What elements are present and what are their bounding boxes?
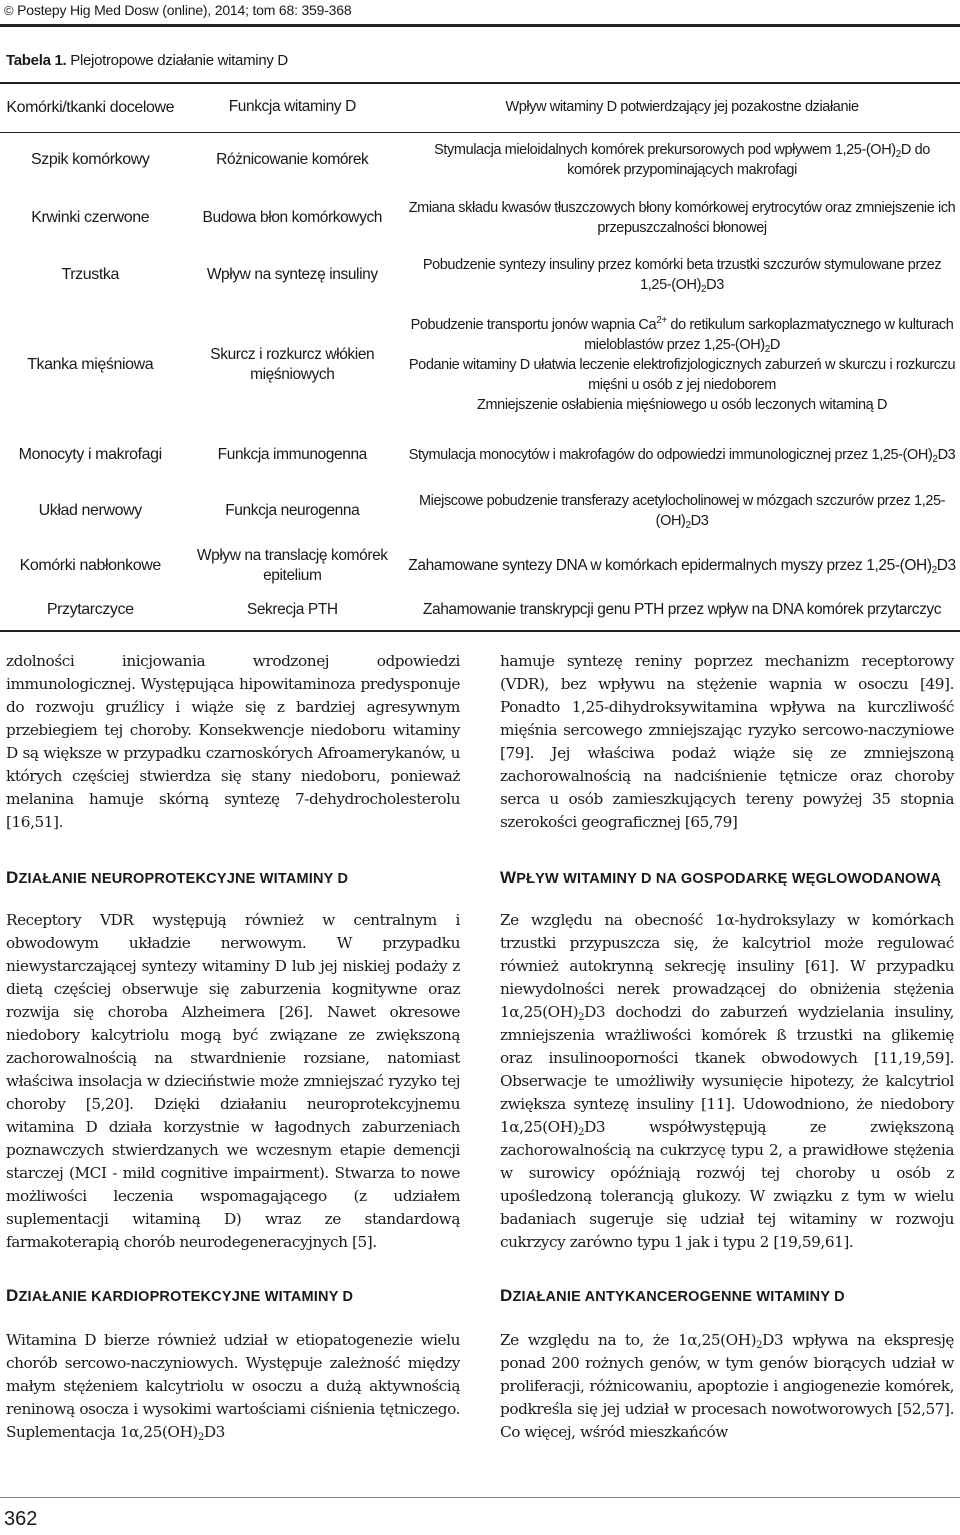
paragraph: Receptory VDR występują również w centralnym i obwodowym układzie nerwowym. W przypadku niewystarczającej syntezy witaminy D lub jej niskiej podaży z dietą częściej obserwuje się zaburzenia kognitywne oraz rozwija się choroba Alzheimera [26]. Nawet okresowe niedobory kalcytriolu mogą być związane ze zwiększoną zachorowalnością na stwardnienie rozsiane, natomiast właściwa insolacja w dzieciństwie może zmniejszać ryzyko tej choroby [5,20]. Dzięki działaniu neuroprotekcyjnemu witamina D działa korzystnie w łagodnych zaburzeniach poznawczych stwierdzanych we wczesnym etapie demencji starczej (MCI - mild cognitive impairment). Stwarza to nowe możliwości leczenia wspomagającego (z udziałem suplementacji witaminą D) wraz ze standardową farmakoterapią chorób neurodegeneracyjnych [5].	[6, 911, 460, 1251]
row-cell: Układ nerwowy	[38, 502, 142, 519]
effect-line-a: Pobudzenie transportu jonów wapnia $Ca^{2+}$ do retikulum sarkoplazmatycznego w kulturach mieloblastów przez $1,25-(OH)_2D$	[410, 315, 954, 355]
row-cell: Tkanka mięśniowa	[27, 356, 154, 373]
row-function: Budowa błon komórkowych	[202, 209, 383, 226]
row-cell: Przytarczyce	[46, 601, 134, 618]
table-bottom-rule	[0, 630, 960, 632]
row-effect: Zahamowane syntezy DNA w komórkach epidermalnych myszy przez $1,25-(OH)_2D3$	[408, 557, 956, 576]
row-effect	[404, 304, 960, 426]
table-row	[0, 538, 960, 594]
row-cell: Monocyty i makrofagi	[18, 446, 162, 463]
copyright-icon: ©	[4, 3, 14, 18]
row-function: Sekrecja PTH	[246, 601, 338, 618]
journal-citation	[4, 2, 351, 18]
row-function: Wpływ na translację komórek epitelium	[196, 547, 388, 584]
row-effect: Zahamowanie transkrypcji genu PTH przez wpływ na DNA komórek przytarczyc	[422, 601, 942, 618]
row-effect: Zmiana składu kwasów tłuszczowych błony komórkowej erytrocytów oraz zmniejszenie ich przepuszczalności błonowej	[408, 200, 956, 236]
running-header	[0, 0, 960, 28]
row-cell: Trzustka	[61, 266, 120, 283]
row-effect: Stymulacja monocytów i makrofagów do odpowiedzi immunologicznej przez $1,25-(OH)_2D3$	[408, 447, 956, 465]
footer-rule	[0, 1497, 960, 1498]
row-cell: Krwinki czerwone	[31, 209, 150, 226]
table-label: Tabela 1.	[6, 52, 67, 69]
table-row	[0, 190, 960, 246]
row-function: Różnicowanie komórek	[216, 151, 369, 168]
column-header-cells: Komórki/tkanki docelowe	[6, 99, 175, 116]
table-row	[0, 426, 960, 484]
table-row	[0, 484, 960, 538]
row-cell: Szpik komórkowy	[31, 151, 150, 168]
row-effect: Pobudzenie syntezy insuliny przez komórki beta trzustki szczurów stymulowane przez $1,25-(OH)_2D3$	[422, 257, 942, 295]
table-title: Plejotropowe działanie witaminy D	[66, 52, 288, 69]
paragraph: Witamina D bierze również udział w etiopatogenezie wielu chorób sercowo-naczyniowych. Występuje zależność między małym stężeniem kalcytriolu w osoczu a dużą aktywnością reninową osocza i wysokimi wartościami ciśnienia tętniczego. Suplementacja $1\alpha,25(OH)_2D3$	[6, 1331, 460, 1443]
row-function: Wpływ na syntezę insuliny	[206, 266, 378, 283]
table-row	[0, 594, 960, 626]
row-effect: Miejscowe pobudzenie transferazy acetylocholinowej w mózgach szczurów przez $1,25-(OH)_2D3$	[418, 493, 946, 531]
paragraph: Ze względu na to, że $1\alpha,25(OH)_2D3$ wpływa na ekspresję ponad 200 rożnych genów, w tym genów biorących udział w proliferacji, różnicowaniu, apoptozie i angiogenezie komórek, podkreśla się jej udział w procesach nowotworowych [52,57]. Co więcej, wśród mieszkańców	[500, 1331, 954, 1441]
row-function: Funkcja neurogenna	[225, 502, 360, 519]
vitamin-d-table	[0, 84, 960, 626]
row-cell: Komórki nabłonkowe	[19, 557, 161, 574]
table-caption	[6, 52, 288, 69]
section-heading-anticancer: DZIAŁANIE ANTYKANCEROGENNE WITAMINY D	[500, 1286, 845, 1305]
section-heading-cardioprotective: DZIAŁANIE KARDIOPROTEKCYJNE WITAMINY D	[6, 1286, 354, 1305]
effect-line-c: Zmniejszenie osłabienia mięśniowego u osób leczonych witaminą D	[477, 397, 888, 413]
table-row	[0, 130, 960, 190]
section-heading-neuroprotective: DZIAŁANIE NEUROPROTEKCYJNE WITAMINY D	[6, 868, 349, 887]
paragraph: Ze względu na obecność 1α-hydroksylazy w komórkach trzustki przypuszcza się, że kalcytriol może regulować również autokrynną sekrecję insuliny [61]. W przypadku niewydolności nerek prowadzącej do obniżenia stężenia $1\alpha,25(OH)_2D3$ dochodzi do zaburzeń wydzielania insuliny, zmniejszenia wrażliwości komórek ß trzustki na glikemię oraz insulinooporności tkanek obwodowych [11,19,59]. Obserwacje te umożliwiły wysunięcie hipotezy, że kalcytriol zwiększa syntezę insuliny [11]. Udowodniono, że niedobory $1\alpha,25(OH)_2D3$ współwystępują ze zwiększoną zachorowalnością na cukrzycę typu 2, a prawidłowe stężenia w surowicy opóźniają rozwój tej choroby u osób z upośledzoną tolerancją glukozy. W związku z tym w wielu badaniach sugeruje się udział tej witaminy w rozwoju cukrzycy zarówno typu 1 jak i typu 2 [19,59,61].	[500, 911, 954, 1251]
paragraph: hamuje syntezę reniny poprzez mechanizm receptorowy (VDR), bez wpływu na stężenie wapnia w osoczu [49]. Ponadto 1,25-dihydroksywitamina wpływa na kurczliwość mięśnia sercowego zmniejszając ryzyko sercowo-naczyniowe [79]. Jej właściwa podaż wiąże się ze zmniejszoną zachorowalnością na nadciśnienie tętnicze oraz choroby serca u osób zamieszkujących tereny powyżej 35 stopnia szerokości geograficznej [65,79]	[500, 652, 954, 831]
table-header-row	[0, 84, 960, 130]
paragraph: zdolności inicjowania wrodzonej odpowiedzi immunologicznej. Występująca hipowitaminoza predysponuje do rozwoju gruźlicy i wiąże się z bardziej agresywnym przebiegiem tej choroby. Konsekwencje niedoboru witaminy D są większe w przypadku czarnoskórych Afroamerykanów, u których częściej stwierdza się stany niedoboru, ponieważ melanina hamuje skórną syntezę 7-dehydrocholesterolu [16,51].	[6, 652, 460, 831]
right-column	[500, 650, 954, 1444]
row-function: Funkcja immunogenna	[217, 446, 367, 463]
table-row	[0, 246, 960, 304]
left-column	[6, 650, 460, 1444]
journal-citation-text: Postepy Hig Med Dosw (online), 2014; tom 68: 359-368	[17, 2, 352, 18]
row-effect: Stymulacja mieloidalnych komórek prekursorowych pod wpływem $1,25-(OH)_2D$ do komórek przypominających makrofagi	[434, 142, 930, 178]
section-heading-carbohydrate: WPŁYW WITAMINY D NA GOSPODARKĘ WĘGLOWODANOWĄ	[500, 868, 942, 887]
column-header-effect: Wpływ witaminy D potwierdzający jej pozakostne działanie	[505, 99, 859, 115]
header-rule	[0, 24, 960, 27]
page-number: 362	[4, 1508, 38, 1530]
column-header-function: Funkcja witaminy D	[228, 98, 356, 115]
effect-line-b: Podanie witaminy D ułatwia leczenie elektrofizjologicznych zaburzeń w skurczu i rozkurczu mięśni u osób z jej niedoborem	[408, 357, 956, 393]
table-row	[0, 304, 960, 426]
row-function: Skurcz i rozkurcz włókien mięśniowych	[210, 346, 375, 383]
